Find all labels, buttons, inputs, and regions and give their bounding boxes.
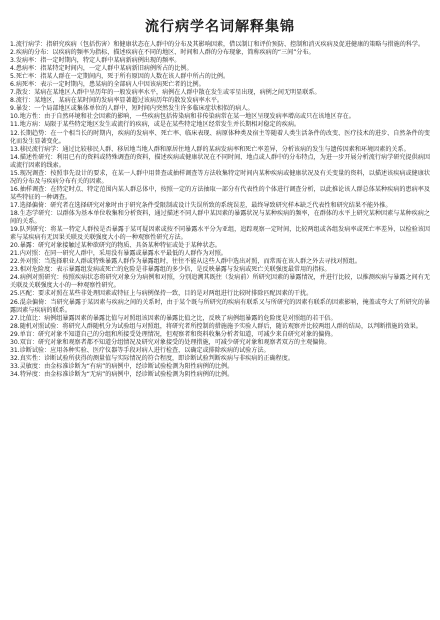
entry-number: 33. [10, 362, 20, 370]
entry-term: 队列研究： [19, 226, 51, 234]
entry-number: 28. [10, 322, 20, 330]
entry-number: 20. [10, 242, 20, 250]
entry-definition: 按照疾病状态将研究对象分为病例和对照，分别追溯其既往（发病前）所研究因素的暴露情况，并进行比较，以推测疾病与暴露之间有无关联及关联强度大小的一种观察性研究。 [10, 274, 431, 290]
entry-term: 内对照： [19, 250, 45, 258]
glossary-entry [10, 371, 430, 379]
glossary-entry [10, 130, 430, 146]
entry-definition: 一个局部地区或集体单位的人群中，短时间内突然发生许多临床症状相似的病人。 [34, 105, 254, 113]
entry-definition: 利用已有的资料或特殊调查的资料，描述疾病或健康状况在不同时间、地点或人群中的分布特点，为进一步开展分析流行病学研究提供病因或流行因素的线索。 [10, 153, 431, 169]
entry-definition: 要求对照在某些非处理因素或特征上与病例保持一致，目的是对两组进行比较时排除匹配因素的干扰。 [37, 290, 313, 298]
document-title: 流行病学名词解释集锦 [145, 19, 295, 35]
entry-term: 暴露： [19, 242, 38, 250]
glossary-entry [10, 347, 430, 355]
entry-definition: 表示暴露组发病或死亡的危险是非暴露组的多少倍，是反映暴露与发病或死亡关联强度最常用的指标。 [56, 266, 331, 274]
entry-definition: 某病在某地区人群中呈历年的一般发病率水平，病例在人群中散在发生或零星出现，病例之间无明显联系。 [34, 89, 321, 97]
entry-term: 外对照： [19, 258, 45, 266]
entry-term: 疾病的分布： [15, 49, 53, 57]
entry-term: 特异度： [19, 370, 45, 378]
entry-term: 病例对照研究： [19, 274, 63, 282]
entry-term: 暴发： [15, 105, 35, 113]
entry-number: 17. [10, 201, 20, 209]
entry-term: 现况调查： [19, 169, 51, 177]
glossary-entry [10, 154, 430, 170]
entry-term: 单盲： [19, 330, 38, 338]
entry-term: 病死率： [15, 81, 41, 89]
entry-definition: 应用各种实验、医疗仪器等手段对病人进行检查，以确定或排除疾病的试验方法。 [50, 346, 270, 354]
entry-term: 长期趋势： [19, 129, 51, 137]
entry-number: 23. [10, 266, 20, 274]
entry-term: 选择偏倚： [19, 201, 51, 209]
entry-number: 22. [10, 258, 20, 266]
entry-definition: 由金标准诊断为“有病”的病例中，经诊断试验检测为阳性病例的比例。 [44, 362, 234, 370]
entry-definition: 将研究人群随机分为试验组与对照组，将研究者所控制的措施施予实验人群后，随访观察并比较两组人群的结局，以判断措施的效果。 [62, 322, 422, 330]
glossary-entry [10, 57, 430, 65]
glossary-entry [10, 170, 430, 186]
entry-number: 10. [10, 113, 20, 121]
glossary-entry [10, 49, 430, 57]
entry-number: 26. [10, 298, 20, 306]
entry-number: 27. [10, 314, 20, 322]
entry-term: 灵敏度： [19, 362, 45, 370]
entry-number: 15. [10, 169, 20, 177]
glossary-list [10, 41, 430, 379]
entry-number: 31. [10, 346, 20, 354]
glossary-entry [10, 186, 430, 202]
entry-definition: 某地区，某病在某时间的发病率显著超过该病历年的散发发病率水平。 [34, 97, 224, 105]
entry-definition: 由于自然环境和社会因素的影响，一些疾病包括传染病和非传染病常在某一地区呈现发病率增高或只在该地区存在。 [44, 113, 355, 121]
entry-term: 诊断试验： [19, 346, 51, 354]
entry-number: 24. [10, 274, 20, 282]
glossary-entry [10, 274, 430, 290]
entry-number: 12. [10, 129, 20, 137]
entry-term: 移民流行病学： [19, 145, 63, 153]
entry-definition: 指某人群在一定期间内，死于所有原因的人数在该人群中所占的比例。 [40, 73, 230, 81]
entry-term: 真实性： [19, 354, 45, 362]
entry-number: 21. [10, 250, 20, 258]
entry-term: 流行： [15, 97, 35, 105]
entry-number: 14. [10, 153, 20, 161]
entry-definition: 通过比较移民人群、移居地当地人群和原居住地人群的某病发病率和死亡率差异，分析该病的发生与遗传因素和环境因素的关系。 [62, 145, 410, 153]
entry-number: 18. [10, 209, 20, 217]
entry-term: 地方病： [19, 121, 45, 129]
entry-number: 3. [10, 57, 16, 65]
entry-definition: 表示一定时期内，患某病的全部病人中因该病死亡者的比例。 [40, 81, 205, 89]
glossary-entry [10, 299, 430, 315]
entry-number: 25. [10, 290, 20, 298]
glossary-entry [10, 363, 430, 371]
entry-number: 2. [10, 49, 16, 57]
entry-definition: 病例组暴露因素的暴露比值与对照组该因素的暴露比值之比，反映了病例组暴露的危险度是对照组的若干倍。 [44, 314, 337, 322]
entry-number: 4. [10, 65, 16, 73]
entry-definition: 研究者在选择研究对象时由于研究条件受限制或设计失误所致的系统误差，最终导致研究样本缺乏代表性和研究结果不能外推。 [50, 201, 392, 209]
entry-number: 13. [10, 145, 20, 153]
entry-term: 双盲： [19, 338, 38, 346]
entry-number: 7. [10, 89, 16, 97]
glossary-entry [10, 41, 430, 49]
entry-definition: 当选择职业人群或特殊暴露人群作为暴露组时，往往不能从这些人群中选出对照，而常需在该人群之外去寻找对照组。 [44, 258, 361, 266]
glossary-entry [10, 146, 430, 154]
glossary-entry [10, 290, 430, 298]
entry-term: 散发： [15, 89, 35, 97]
entry-number: 16. [10, 185, 20, 193]
entry-definition: 指一定时期内，特定人群中某病新病例出现的频率。 [40, 57, 181, 65]
glossary-entry [10, 315, 430, 323]
entry-number: 34. [10, 370, 20, 378]
entry-term: 生态学研究： [19, 209, 57, 217]
glossary-entry [10, 242, 430, 250]
entry-definition: 指某特定时间内，一定人群中某病新旧病例所占的比例。 [40, 65, 193, 73]
entry-term: 相对危险度： [19, 266, 57, 274]
entry-definition: 研究对象不知道自己的分组和所接受处理情况，但观察者和资料收集分析者知道，可减少来自研究对象的偏倚。 [37, 330, 337, 338]
entry-definition: 指研究疾病（包括伤害）和健康状态在人群中的分布及其影响因素，借以制订和评价预防、控制和消灭疾病及促进健康的策略与措施的科学。 [46, 41, 425, 48]
entry-definition: 研究对象接触过某种欲研究的物质、具备某种特征或处于某种状态。 [37, 242, 221, 250]
entry-term: 抽样调查： [19, 185, 51, 193]
glossary-entry [10, 355, 430, 363]
glossary-entry [10, 323, 430, 331]
entry-term: 匹配： [19, 290, 38, 298]
glossary-entry [10, 339, 430, 347]
entry-number: 29. [10, 330, 20, 338]
entry-term: 混杂偏倚： [19, 298, 51, 306]
entry-definition: 以群体为基本单位收集和分析资料，通过描述不同人群中某因素的暴露状况与某种疾病的频率，在群体的水平上研究某种因素与某种疾病之间的关系。 [10, 209, 431, 226]
entry-definition: 诊断试验所获得的测量值与实际情况的符合程度，即诊断试验判断疾病与非疾病的正确程度。 [44, 354, 294, 362]
entry-number: 1. [10, 41, 16, 48]
entry-term: 地方性： [19, 113, 45, 121]
entry-definition: 由金标准诊断为“无病”的病例中，经诊断试验检测为阴性病例的比例。 [44, 370, 234, 378]
glossary-entry [10, 226, 430, 242]
entry-term: 比值比： [19, 314, 45, 322]
entry-number: 6. [10, 81, 16, 89]
glossary-entry [10, 121, 430, 129]
entry-definition: 在一个相当长的时期内，疾病的发病率、死亡率、临床表现、病原体种类及宿主等随着人类生活条件的改变、医疗技术的进步、自然条件的变化而发生显著变化。 [10, 129, 431, 145]
entry-definition: 研究对象和观察者都不知道分组情况及研究对象接受的处理措施，可减少研究对象和观察者双方的主观偏倚。 [37, 338, 331, 346]
entry-number: 32. [10, 354, 20, 362]
entry-term: 流行病学： [15, 41, 47, 48]
entry-definition: 以疾病的频率为指标，描述疾病在不同的地区、时间和人群的分布现象，简称疾病的“三间”分布。 [52, 49, 315, 57]
entry-definition: 将某一特定人群按是否暴露于某可疑因素或按不同暴露水平分为亚组，追踪观察一定时间，比较两组或各组发病率或死亡率差异，以检验该因素与某疾病有无因果关联及关联强度大小的一种观察性研究方法。 [10, 226, 431, 242]
glossary-entry [10, 202, 430, 210]
entry-number: 9. [10, 105, 16, 113]
entry-term: 描述性研究： [19, 153, 57, 161]
entry-term: 随机对照试验： [19, 322, 63, 330]
entry-definition: 按照事先设计的要求，在某一人群中用普查或抽样调查等方法收集特定时间内某种疾病或健康状况及有关变量的资料，以描述该疾病或健康状况的分布及与疾病分布有关的因素。 [10, 169, 431, 185]
glossary-entry [10, 331, 430, 339]
entry-number: 8. [10, 97, 16, 105]
entry-number: 5. [10, 73, 16, 81]
glossary-entry [10, 65, 430, 73]
entry-term: 患病率： [15, 65, 41, 73]
entry-definition: 在特定时点、特定范围内某人群总体中，按照一定的方法抽取一部分有代表性的个体进行调查分析，以此推论该人群总体某种疾病的患病率及某些特征的一种调查。 [10, 185, 431, 201]
entry-term: 死亡率： [15, 73, 41, 81]
entry-definition: 在同一研究人群中，采用没有暴露或暴露水平最低的人群作为对照。 [44, 250, 227, 258]
entry-term: 发病率： [15, 57, 41, 65]
glossary-entry [10, 210, 430, 226]
entry-number: 30. [10, 338, 20, 346]
entry-number: 19. [10, 226, 20, 234]
entry-definition: 当研究暴露于某因素与疾病之间的关系时，由于某个既与所研究的疾病有联系又与所研究的因素有联系的因素影响，掩盖或夸大了所研究的暴露因素与疾病的联系。 [10, 298, 431, 314]
entry-definition: 局限于某些特定地区发生或流行的疾病，或是在某些特定地区经常发生并长期相对稳定的疾病。 [44, 121, 301, 129]
entry-number: 11. [10, 121, 20, 129]
